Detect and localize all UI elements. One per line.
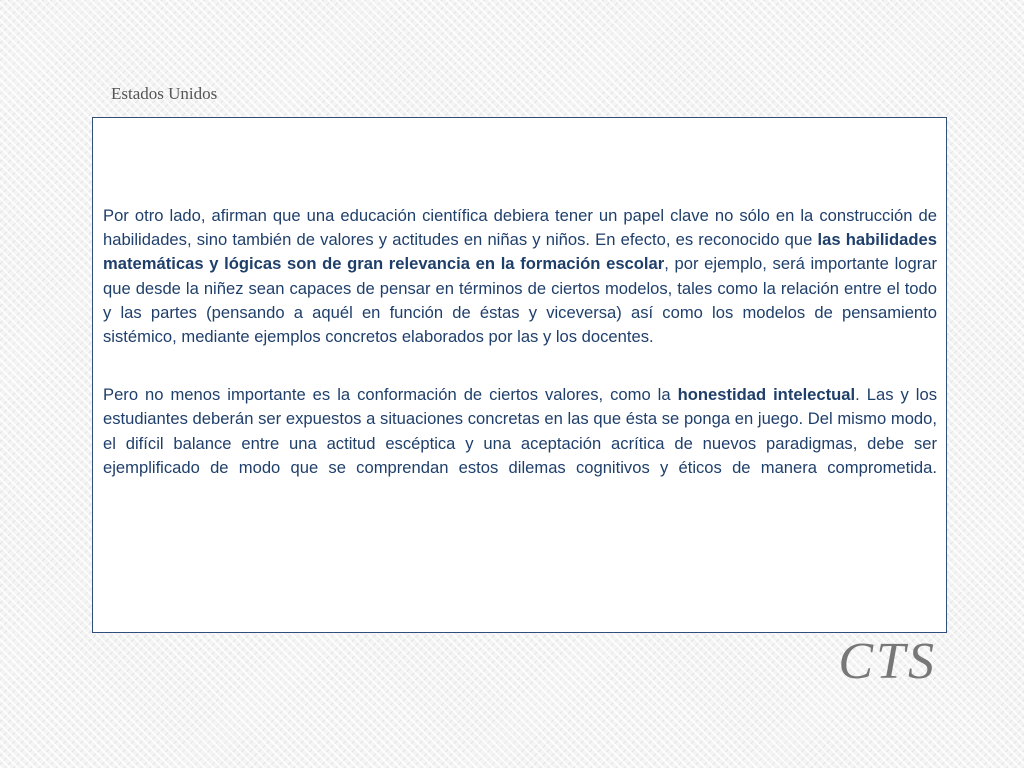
- paragraph-2: [103, 383, 937, 504]
- paragraph-2-text-after: . Las y los estudiantes deberán ser expuestos a situaciones concretas en las que ésta se ponga en juego. Del mismo modo, el difícil balance entre una actitud escéptica y una aceptación acrítica de nuevos paradigmas, debe ser ejemplificado de modo que se comprendan estos dilemas cognitivos y éticos de manera comprometida.: [103, 385, 937, 477]
- paragraph-2-emphasis: honestidad intelectual: [677, 385, 856, 405]
- paragraph-1-text-after: , por ejemplo, será importante lograr que desde la niñez sean capaces de pensar en términos de ciertos modelos, tales como la relación entre el todo y las partes (pensando a aquél en función de éstas y viceversa) así como los modelos de pensamiento sistémico, mediante ejemplos concretos elaborados por las y los docentes.: [103, 254, 937, 347]
- paragraph-1-emphasis: las habilidades matemáticas y lógicas son de gran relevancia en la formación escolar: [103, 230, 938, 274]
- paragraph-1: [103, 204, 937, 349]
- content-box: [92, 117, 947, 633]
- section-header: Estados Unidos: [111, 84, 218, 103]
- paragraph-2-text-before: Pero no menos importante es la conformación de ciertos valores, como la: [103, 385, 678, 405]
- paragraph-1-text-before: Por otro lado, afirman que una educación científica debiera tener un papel clave no sólo en la construcción de habilidades, sino también de valores y actitudes en niñas y niños. En efecto, es reconocido que: [103, 206, 937, 250]
- cts-logo-text: CTS: [838, 633, 937, 690]
